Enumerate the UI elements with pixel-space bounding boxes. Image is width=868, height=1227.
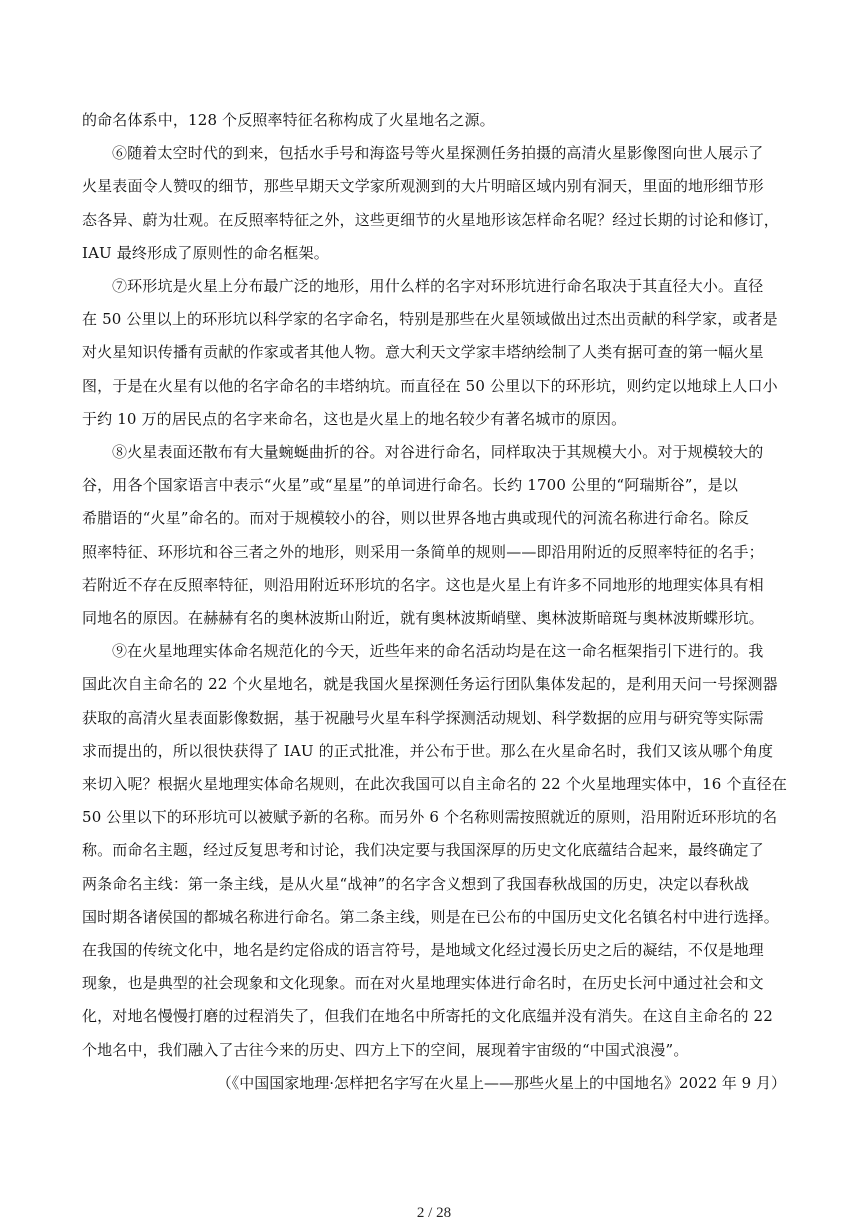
text-line: 现象，也是典型的社会现象和文化现象。而在对火星地理实体进行命名时，在历史长河中通过社会和文 [82,974,764,993]
text-line: 国此次自主命名的 22 个火星地名，就是我国火星探测任务运行团队集体发起的，是利用天问一号探测器 [82,675,778,694]
text-line: 国时期各诸侯国的都城名称进行命名。第二条主线，则是在已公布的中国历史文化名镇名村中进行选择。 [82,907,779,926]
text-line: 化，对地名慢慢打磨的过程消失了，但我们在地名中所寄托的文化底缊并没有消失。在这自主命名的 22 [82,1007,773,1026]
text-line: 同地名的原因。在赫赫有名的奥林波斯山附近，就有奥林波斯峭壁、奥林波斯暗斑与奥林波斯蝶形坑。 [82,609,764,628]
text-line: 在我国的传统文化中，地名是约定俗成的语言符号，是地域文化经过漫长历史之后的凝结，不仅是地理 [82,941,764,960]
text-line: 个地名中，我们融入了古往今来的历史、四方上下的空间，展现着宇宙级的“中国式浪漫”。 [82,1040,689,1059]
paragraph-continuation [82,104,788,137]
source-citation: （《中国国家地理·怎样把名字写在火星上——那些火星上的中国地名》2022 年 9 月） [216,1073,786,1092]
text-line: 希腊语的“火星”命名的。而对于规模较小的谷，则以世界各地古典或现代的河流名称进行命名。除反 [82,509,750,528]
text-line: 来切入呢？根据火星地理实体命名规则，在此次我国可以自主命名的 22 个火星地理实体中，16 个直径在 [82,775,787,794]
paragraph-7 [82,270,788,436]
paragraph-9 [82,635,788,1067]
text-line: 谷，用各个国家语言中表示“火星”或“星星”的单词进行命名。长约 1700 公里的“阿瑞斯谷”，是以 [82,476,739,495]
text-line: 态各异、蔚为壮观。在反照率特征之外，这些更细节的火星地形该怎样命名呢？经过长期的讨论和修订， [82,210,779,229]
text-line: 照率特征、环形坑和谷三者之外的地形，则采用一条简单的规则——即沿用附近的反照率特征的名手； [82,542,764,561]
page-number: 2 / 28 [416,1205,452,1221]
text-line: 火星表面令人赞叹的细节，那些早期天文学家所观测到的大片明暗区域内别有洞天，里面的地形细节形 [82,177,764,196]
text-line: 两条命名主线：第一条主线，是从火星“战神”的名字含义想到了我国春秋战国的历史，决定以春秋战 [82,874,750,893]
text-line: 图，于是在火星有以他的名字命名的丰塔纳坑。而直径在 50 公里以下的环形坑，则约定以地球上人口小 [82,376,778,395]
text-line: 求而提出的，所以很快获得了 IAU 的正式批准，并公布于世。那么在火星命名时，我们又该从哪个角度 [82,741,774,760]
text-line: ⑧火星表面还散布有大量蜿蜒曲折的谷。对谷进行命名，同样取决于其规模大小。对于规模较大的 [112,443,764,462]
text-line: 的命名体系中，128 个反照率特征名称构成了火星地名之源。 [82,111,495,129]
text-line: ⑥随着太空时代的到来，包括水手号和海盗号等火星探测任务拍摄的高清火星影像图向世人展示了 [112,144,764,163]
text-line: 对火星知识传播有贡献的作家或者其他人物。意大利天文学家丰塔纳绘制了人类有据可查的第一幅火星 [82,343,764,362]
paragraph-6 [82,137,788,270]
text-line: 若附近不存在反照率特征，则沿用附近环形坑的名字。这也是火星上有许多不同地形的地理实体具有相 [82,575,764,594]
paragraph-8 [82,436,788,635]
text-line: 于约 10 万的居民点的名字来命名，这也是火星上的地名较少有著名城市的原因。 [82,409,627,428]
article-body [82,104,788,1100]
text-line: ⑨在火星地理实体命名规范化的今天，近些年来的命名活动均是在这一命名框架指引下进行的。我 [112,642,764,661]
text-line: 50 公里以下的环形坑可以被赋予新的名称。而另外 6 个名称则需按照就近的原则，沿用附近环形坑的名 [82,808,778,827]
text-line: ⑦环形坑是火星上分布最广泛的地形，用什么样的名字对环形坑进行命名取决于其直径大小。直径 [112,277,764,296]
text-line: 在 50 公里以上的环形坑以科学家的名字命名，特别是那些在火星领域做出过杰出贡献的科学家，或者是 [82,310,778,329]
text-line: 称。而命名主题，经过反复思考和讨论，我们决定要与我国深厚的历史文化底蕴结合起来，最终确定了 [82,841,764,860]
text-line: 获取的高清火星表面影像数据，基于祝融号火星车科学探测活动规划、科学数据的应用与研究等实际需 [82,708,764,727]
text-line: IAU 最终形成了原则性的命名框架。 [82,243,329,262]
